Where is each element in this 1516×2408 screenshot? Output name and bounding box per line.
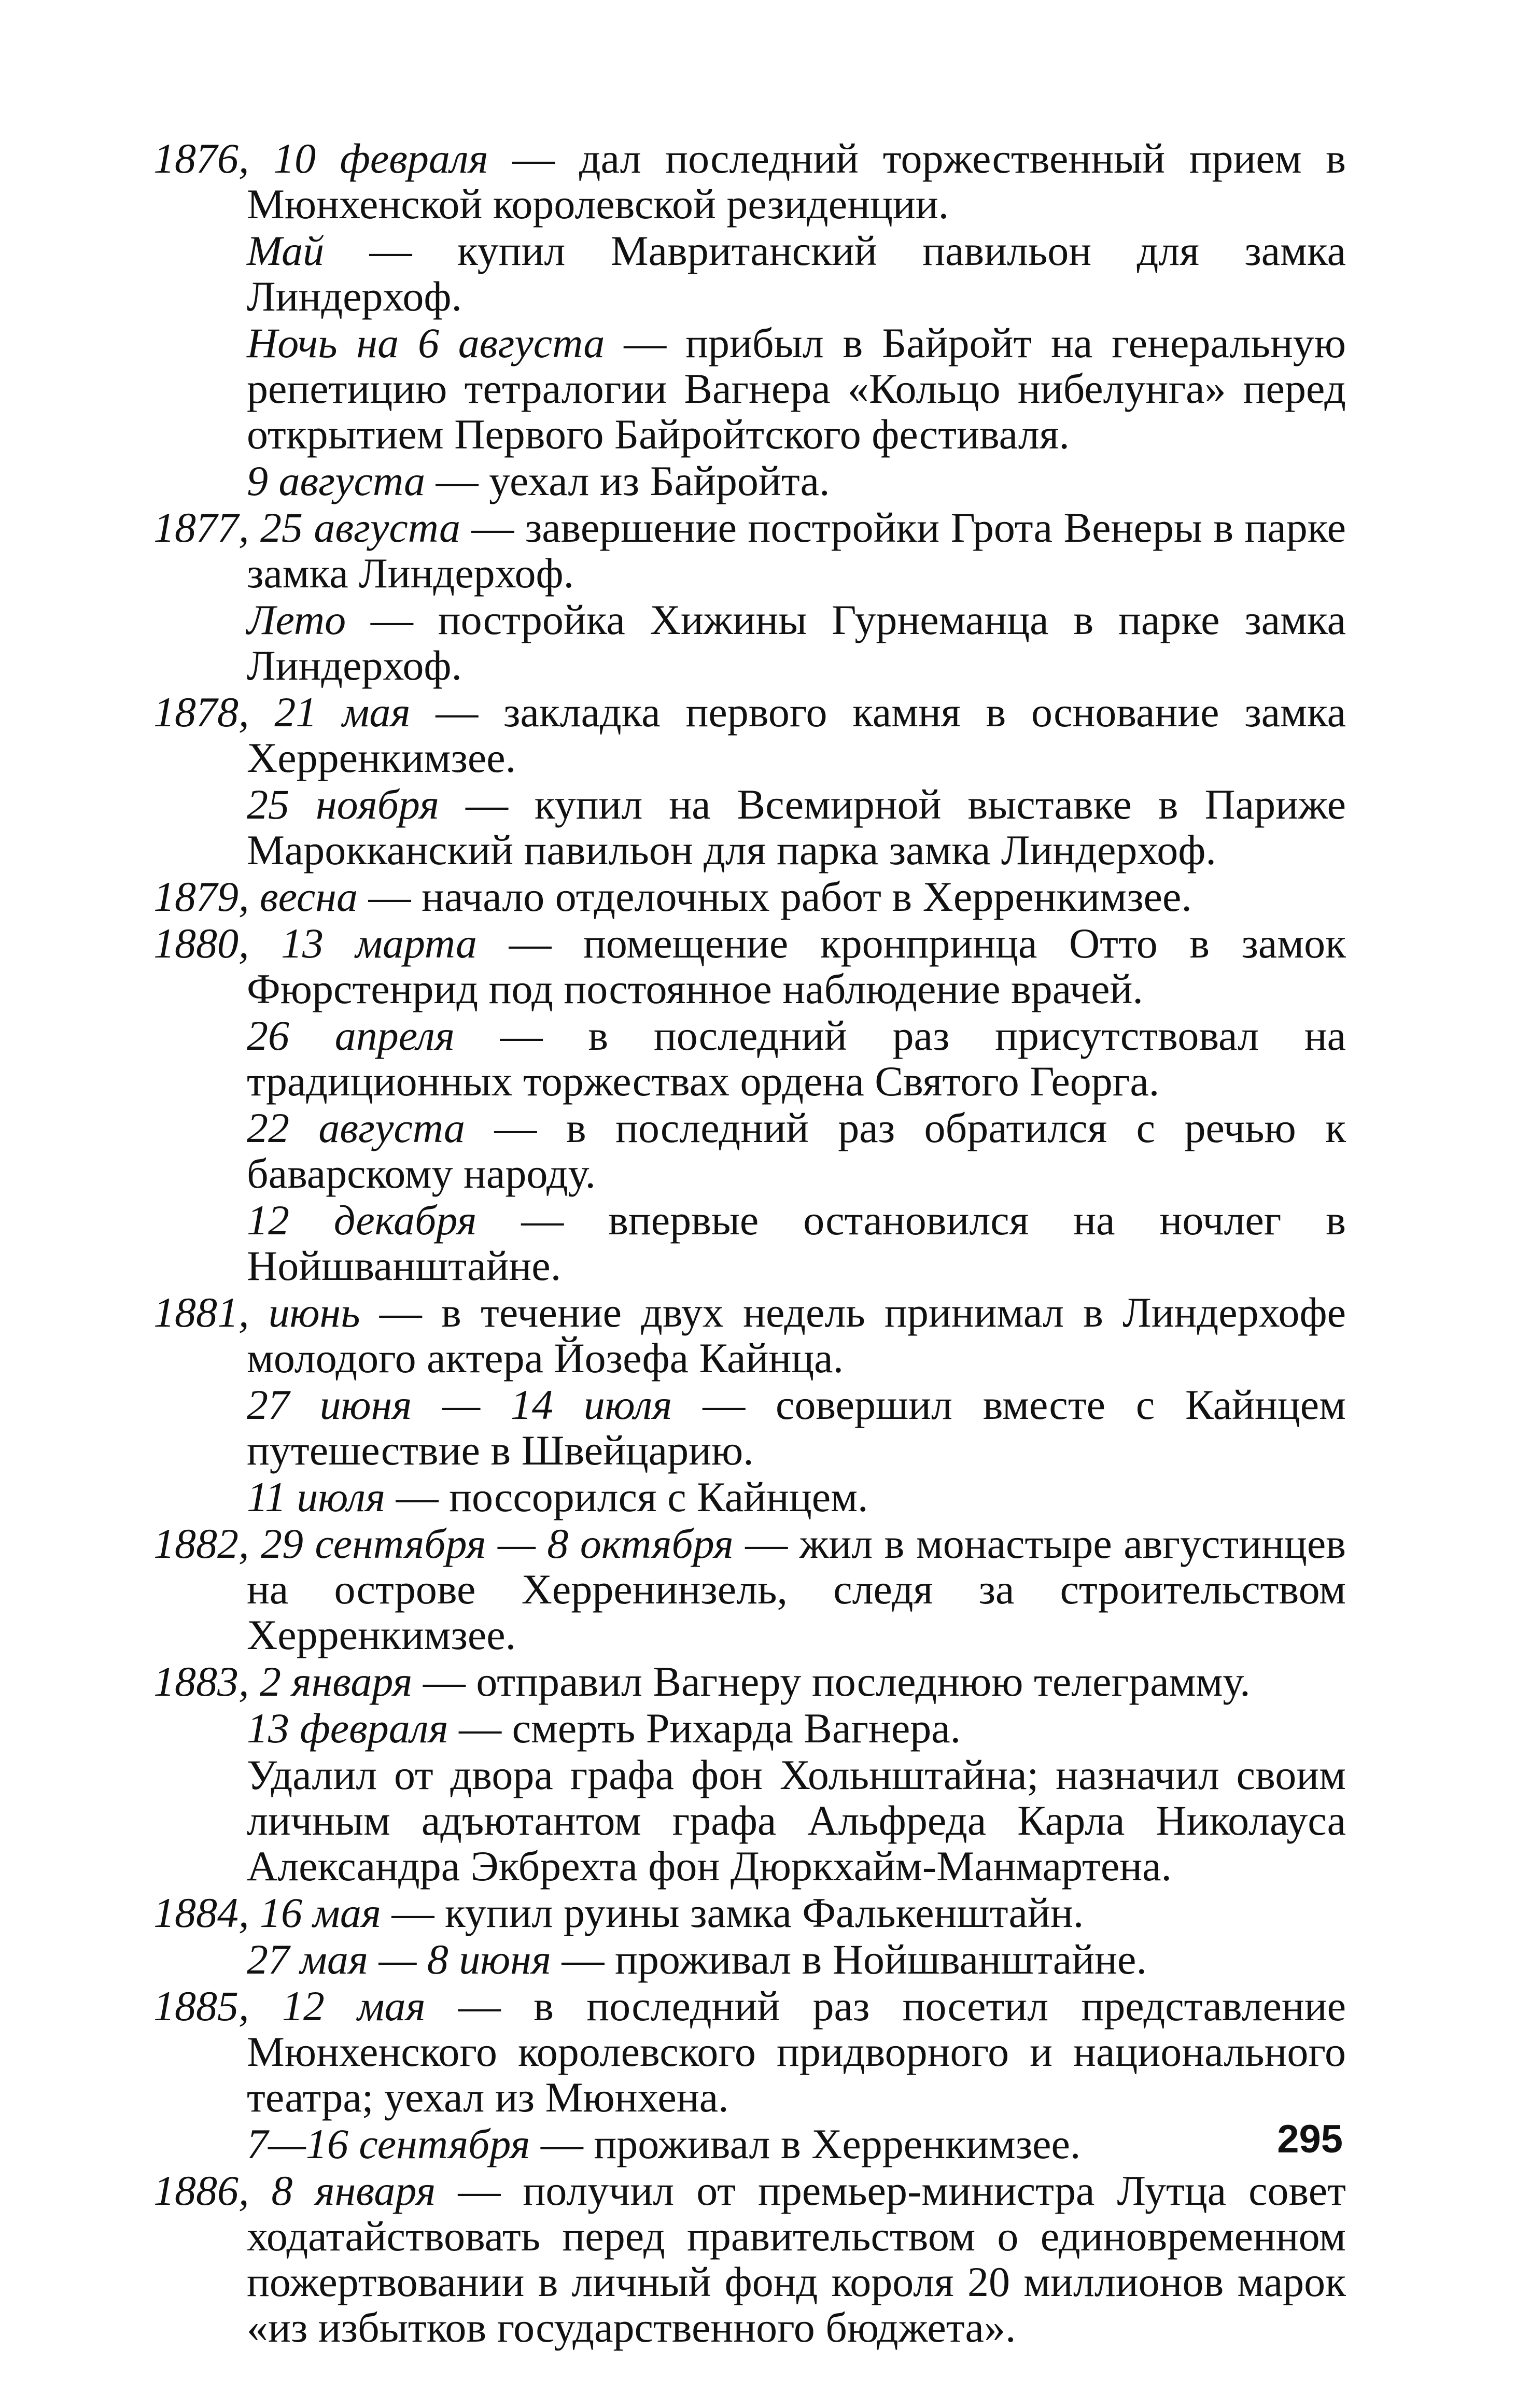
chronology-entry	[153, 1013, 1346, 1104]
chronology-entry	[153, 1521, 1346, 1658]
chronology-entry	[153, 1983, 1346, 2120]
entry-text: — купил на Всемирной выставке в Париже Марокканский павильон для парка замка Линдерхоф.	[247, 781, 1346, 874]
entry-text: — в течение двух недель принимал в Линдерхофе молодого актера Йозефа Кайнца.	[247, 1289, 1346, 1382]
chronology-text	[153, 136, 1346, 2351]
entry-date: 1883, 2 января	[153, 1658, 413, 1705]
chronology-entry	[153, 228, 1346, 319]
entry-date: 27 июня — 14 июля	[247, 1381, 672, 1428]
entry-text: Удалил от двора графа фон Хольнштайна; назначил своим личным адъютантом графа Альфреда Карла Николауса Александра Экбрехта фон Дюркхайм-Манмартена.	[247, 1751, 1346, 1890]
chronology-entry	[153, 1105, 1346, 1196]
entry-date: 22 августа	[247, 1104, 466, 1151]
chronology-entry	[153, 2121, 1346, 2167]
entry-date: 1876, 10 февраля	[153, 135, 488, 182]
entry-text: — дал последний торжественный прием в Мюнхенской королевской резиденции.	[247, 135, 1346, 228]
entry-text: — в последний раз обратился с речью к баварскому народу.	[247, 1104, 1346, 1197]
chronology-entry	[153, 1382, 1346, 1473]
chronology-entry	[153, 505, 1346, 596]
chronology-entry	[153, 1198, 1346, 1289]
entry-date: 1885, 12 мая	[153, 1982, 426, 2030]
entry-date: 1886, 8 января	[153, 2167, 436, 2214]
entry-date: 1884, 16 мая	[153, 1889, 381, 1936]
entry-text: — завершение постройки Грота Венеры в парке замка Линдерхоф.	[247, 504, 1346, 597]
entry-date: 27 мая — 8 июня	[247, 1936, 551, 1983]
chronology-entry	[153, 1290, 1346, 1381]
entry-text: — получил от премьер-министра Лутца совет ходатайствовать перед правительством о единовременном пожертвовании в личный фонд короля 20 миллионов марок «из избытков государственного бюджета».	[247, 2167, 1346, 2351]
chronology-entry	[153, 1474, 1346, 1520]
entry-text: — начало отделочных работ в Херренкимзее.	[357, 873, 1192, 920]
entry-text: — совершил вместе с Кайнцем путешествие в Швейцарию.	[247, 1381, 1346, 1474]
chronology-entry	[153, 597, 1346, 688]
chronology-entry	[153, 1659, 1346, 1705]
chronology-entry	[153, 1937, 1346, 1982]
entry-date: 12 декабря	[247, 1196, 477, 1244]
page-number: 295	[1277, 2117, 1343, 2161]
entry-date: 11 июля	[247, 1473, 386, 1520]
entry-text: — проживал в Нойшванштайне.	[551, 1936, 1147, 1983]
entry-text: — жил в монастыре августинцев на острове Херренинзель, следя за строительством Херренкимзее.	[247, 1520, 1346, 1658]
entry-date: 1882, 29 сентября — 8 октября	[153, 1520, 734, 1567]
entry-text: — уехал из Байройта.	[425, 457, 830, 504]
entry-date: Ночь на 6 августа	[247, 319, 605, 367]
entry-text: — поссорился с Кайнцем.	[385, 1473, 868, 1520]
entry-text: — в последний раз посетил представление Мюнхенского королевского придворного и национального театра; уехал из Мюнхена.	[247, 1982, 1346, 2121]
entry-date: 7—16 сентября	[247, 2120, 530, 2167]
entry-text: — проживал в Херренкимзее.	[530, 2120, 1081, 2167]
entry-text: — впервые остановился на ночлег в Нойшванштайне.	[247, 1196, 1346, 1289]
chronology-entry	[153, 1752, 1346, 1889]
entry-date: 9 августа	[247, 457, 426, 504]
entry-text: — купил руины замка Фалькенштайн.	[381, 1889, 1084, 1936]
entry-date: Май	[247, 227, 325, 274]
chronology-entry	[153, 320, 1346, 457]
chronology-entry	[153, 1890, 1346, 1936]
entry-date: Лето	[247, 596, 346, 643]
entry-text: — купил Мавританский павильон для замка Линдерхоф.	[247, 227, 1346, 320]
entry-date: 26 апреля	[247, 1012, 455, 1059]
chronology-entry	[153, 2168, 1346, 2350]
entry-date: 13 февраля	[247, 1705, 448, 1752]
entry-text: — в последний раз присутствовал на традиционных торжествах ордена Святого Георга.	[247, 1012, 1346, 1105]
entry-date: 1878, 21 мая	[153, 688, 411, 736]
entry-text: — постройка Хижины Гурнеманца в парке замка Линдерхоф.	[247, 596, 1346, 689]
chronology-entry	[153, 689, 1346, 781]
chronology-entry	[153, 458, 1346, 504]
entry-date: 1880, 13 марта	[153, 920, 477, 967]
chronology-entry	[153, 1706, 1346, 1751]
entry-text: — прибыл в Байройт на генеральную репетицию тетралогии Вагнера «Кольцо нибелунга» перед открытием Первого Байройтского фестиваля.	[247, 319, 1346, 458]
entry-text: — смерть Рихарда Вагнера.	[448, 1705, 961, 1752]
entry-date: 25 ноября	[247, 781, 439, 828]
chronology-entry	[153, 782, 1346, 873]
chronology-entry	[153, 874, 1346, 920]
chronology-entry	[153, 136, 1346, 227]
entry-text: — закладка первого камня в основание замка Херренкимзее.	[247, 688, 1346, 781]
entry-text: — помещение кронпринца Отто в замок Фюрстенрид под постоянное наблюдение врачей.	[247, 920, 1346, 1012]
entry-date: 1879, весна	[153, 873, 358, 920]
entry-text: — отправил Вагнеру последнюю телеграмму.	[412, 1658, 1251, 1705]
entry-date: 1881, июнь	[153, 1289, 360, 1336]
chronology-entry	[153, 921, 1346, 1012]
entry-date: 1877, 25 августа	[153, 504, 460, 551]
